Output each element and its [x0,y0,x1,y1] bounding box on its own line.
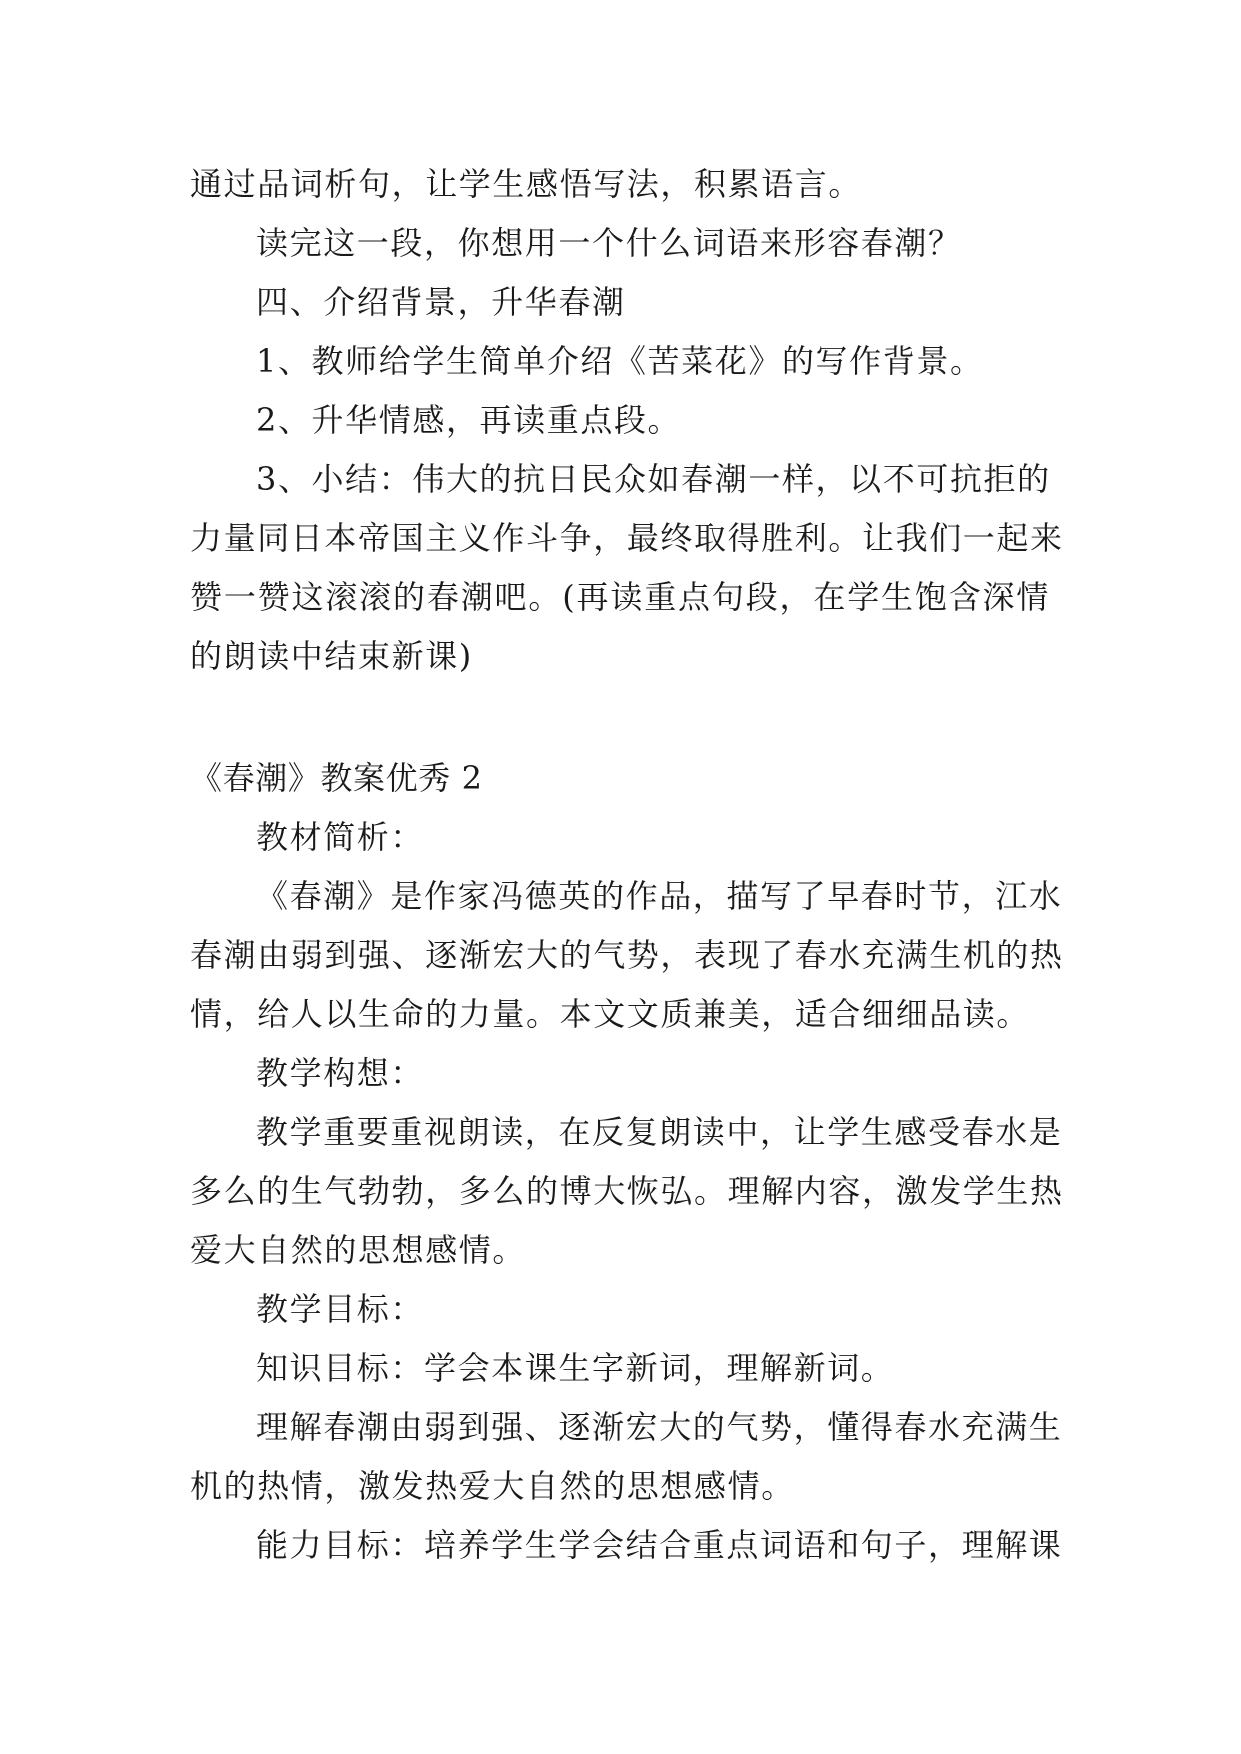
paragraph-line: 多么的生气勃勃，多么的博大恢弘。理解内容，激发学生热 [190,1172,1064,1210]
list-item: 1、教师给学生简单介绍《苦菜花》的写作背景。 [256,342,984,380]
paragraph-line: 理解春潮由弱到强、逐渐宏大的气势，懂得春水充满生 [256,1408,1063,1446]
paragraph-line: 知识目标：学会本课生字新词，理解新词。 [256,1349,895,1387]
paragraph-line: 情，给人以生命的力量。本文文质兼美，适合细细品读。 [190,995,1031,1033]
paragraph-line: 通过品词析句，让学生感悟写法，积累语言。 [190,165,863,203]
section-heading: 四、介绍背景，升华春潮 [256,283,626,321]
list-item: 2、升华情感，再读重点段。 [256,401,682,439]
section-heading: 教学构想： [256,1054,425,1092]
paragraph-line: 爱大自然的思想感情。 [190,1231,527,1269]
paragraph-line: 机的热情，激发热爱大自然的思想感情。 [190,1467,795,1505]
paragraph-line: 的朗读中结束新课) [190,637,473,675]
paragraph-line: 赞一赞这滚滚的春潮吧。(再读重点句段，在学生饱含深情 [190,578,1050,616]
paragraph-line: 春潮由弱到强、逐渐宏大的气势，表现了春水充满生机的热 [190,936,1064,974]
list-item: 3、小结：伟大的抗日民众如春潮一样，以不可抗拒的 [256,460,1051,498]
section-heading: 教学目标： [256,1290,425,1328]
paragraph-line: 能力目标：培养学生学会结合重点词语和句子，理解课 [256,1526,1063,1564]
paragraph-line: 读完这一段，你想用一个什么词语来形容春潮？ [256,224,962,262]
document-title: 《春潮》教案优秀 2 [190,759,483,797]
paragraph-line: 教学重要重视朗读，在反复朗读中，让学生感受春水是 [256,1113,1063,1151]
paragraph-line: 《春潮》是作家冯德英的作品，描写了早春时节，江水 [256,877,1063,915]
paragraph-line: 力量同日本帝国主义作斗争，最终取得胜利。让我们一起来 [190,519,1064,557]
section-heading: 教材简析： [256,818,425,856]
